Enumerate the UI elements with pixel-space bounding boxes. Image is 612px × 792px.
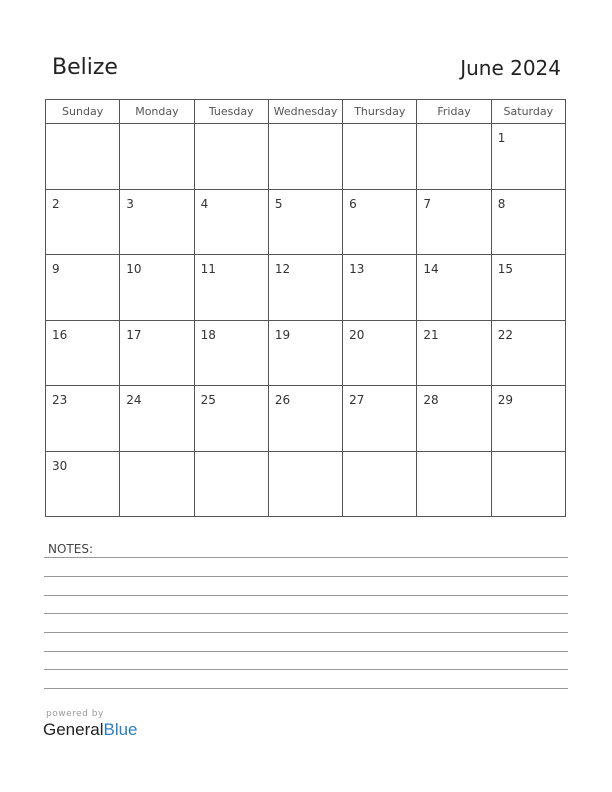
- day-number: 2: [52, 196, 60, 211]
- day-number: 24: [126, 393, 142, 407]
- day-cell: [417, 451, 491, 517]
- day-cell: [343, 255, 417, 321]
- day-cell: [268, 320, 342, 386]
- day-cell: [120, 189, 194, 255]
- day-cell: [46, 320, 120, 386]
- day-number: 23: [52, 393, 68, 407]
- week-row: [46, 386, 566, 452]
- day-cell: [417, 124, 491, 190]
- day-number: 5: [274, 196, 283, 211]
- weekday-header: Monday: [120, 100, 194, 124]
- calendar-grid: [45, 99, 566, 517]
- day-number: 11: [200, 262, 216, 276]
- day-cell: [268, 189, 342, 255]
- day-cell: [46, 189, 120, 255]
- day-cell: [268, 124, 342, 190]
- day-number: 28: [423, 393, 439, 407]
- day-cell: [194, 320, 268, 386]
- notes-label: NOTES:: [48, 542, 93, 556]
- day-cell: [491, 255, 565, 321]
- day-cell: [268, 451, 342, 517]
- day-cell: [343, 451, 417, 517]
- day-number: [492, 452, 565, 459]
- day-number: [195, 452, 268, 459]
- day-number: 25: [200, 393, 216, 407]
- day-cell: [491, 451, 565, 517]
- day-cell: [46, 255, 120, 321]
- day-number: 16: [52, 327, 68, 342]
- week-row: [46, 451, 566, 517]
- weekday-header: Thursday: [343, 100, 417, 124]
- day-number: 19: [274, 327, 291, 342]
- day-cell: [343, 189, 417, 255]
- day-number: [417, 124, 490, 131]
- weekday-header: Tuesday: [194, 100, 268, 124]
- weekday-header: Wednesday: [268, 100, 342, 124]
- day-number: 29: [497, 393, 513, 407]
- note-line: [44, 595, 568, 596]
- day-cell: [120, 386, 194, 452]
- day-cell: [417, 320, 491, 386]
- day-number: [343, 124, 416, 131]
- logo-text-general: General: [43, 720, 104, 739]
- day-number: 1: [497, 131, 506, 145]
- day-cell: [491, 320, 565, 386]
- day-number: 18: [200, 327, 216, 342]
- day-number: 12: [274, 262, 291, 276]
- day-number: 30: [52, 458, 68, 473]
- day-cell: [491, 189, 565, 255]
- day-number: [120, 124, 193, 131]
- day-cell: [194, 189, 268, 255]
- day-number: 14: [423, 262, 439, 276]
- day-number: 27: [349, 393, 365, 407]
- weekday-header-row: [46, 100, 566, 124]
- weekday-header: Friday: [417, 100, 491, 124]
- day-cell: [120, 124, 194, 190]
- day-number: 26: [274, 393, 291, 407]
- day-number: 17: [126, 327, 142, 342]
- day-cell: [194, 255, 268, 321]
- day-cell: [491, 386, 565, 452]
- generalblue-logo: [43, 720, 138, 740]
- week-row: [46, 320, 566, 386]
- logo-text-blue: Blue: [103, 720, 138, 739]
- day-cell: [343, 386, 417, 452]
- note-line: [44, 651, 568, 652]
- day-number: 13: [349, 262, 365, 276]
- week-row: [46, 124, 566, 190]
- day-cell: [417, 255, 491, 321]
- week-row: [46, 255, 566, 321]
- day-number: [195, 124, 268, 131]
- day-number: [46, 124, 119, 131]
- day-cell: [343, 124, 417, 190]
- day-number: [417, 452, 490, 459]
- day-number: 22: [497, 327, 513, 342]
- day-cell: [194, 124, 268, 190]
- country-title: Belize: [52, 55, 118, 80]
- day-cell: [120, 320, 194, 386]
- note-line: [44, 632, 568, 633]
- note-line: [44, 576, 568, 577]
- weekday-header: Saturday: [491, 100, 565, 124]
- day-cell: [46, 451, 120, 517]
- day-cell: [46, 124, 120, 190]
- day-cell: [268, 386, 342, 452]
- day-number: 15: [497, 262, 513, 276]
- day-number: 9: [52, 262, 60, 276]
- month-title: June 2024: [460, 56, 561, 80]
- day-number: 3: [126, 196, 134, 211]
- day-number: [269, 452, 342, 459]
- day-number: 20: [349, 327, 365, 342]
- day-cell: [194, 386, 268, 452]
- powered-by-text: powered by: [46, 709, 104, 719]
- day-cell: [417, 386, 491, 452]
- day-cell: [417, 189, 491, 255]
- day-number: 7: [423, 196, 432, 211]
- day-cell: [46, 386, 120, 452]
- day-number: 21: [423, 327, 439, 342]
- week-row: [46, 189, 566, 255]
- day-cell: [120, 451, 194, 517]
- day-cell: [194, 451, 268, 517]
- note-line: [44, 613, 568, 614]
- note-line: [44, 688, 568, 689]
- day-cell: [268, 255, 342, 321]
- day-number: 8: [497, 196, 506, 211]
- day-number: 10: [126, 262, 142, 276]
- day-cell: [120, 255, 194, 321]
- weekday-header: Sunday: [46, 100, 120, 124]
- day-number: [343, 452, 416, 459]
- day-cell: [491, 124, 565, 190]
- note-line: [44, 669, 568, 670]
- day-cell: [343, 320, 417, 386]
- day-number: [269, 124, 342, 131]
- day-number: [120, 452, 193, 459]
- day-number: 6: [349, 196, 357, 211]
- day-number: 4: [200, 196, 209, 211]
- note-line: [44, 557, 568, 558]
